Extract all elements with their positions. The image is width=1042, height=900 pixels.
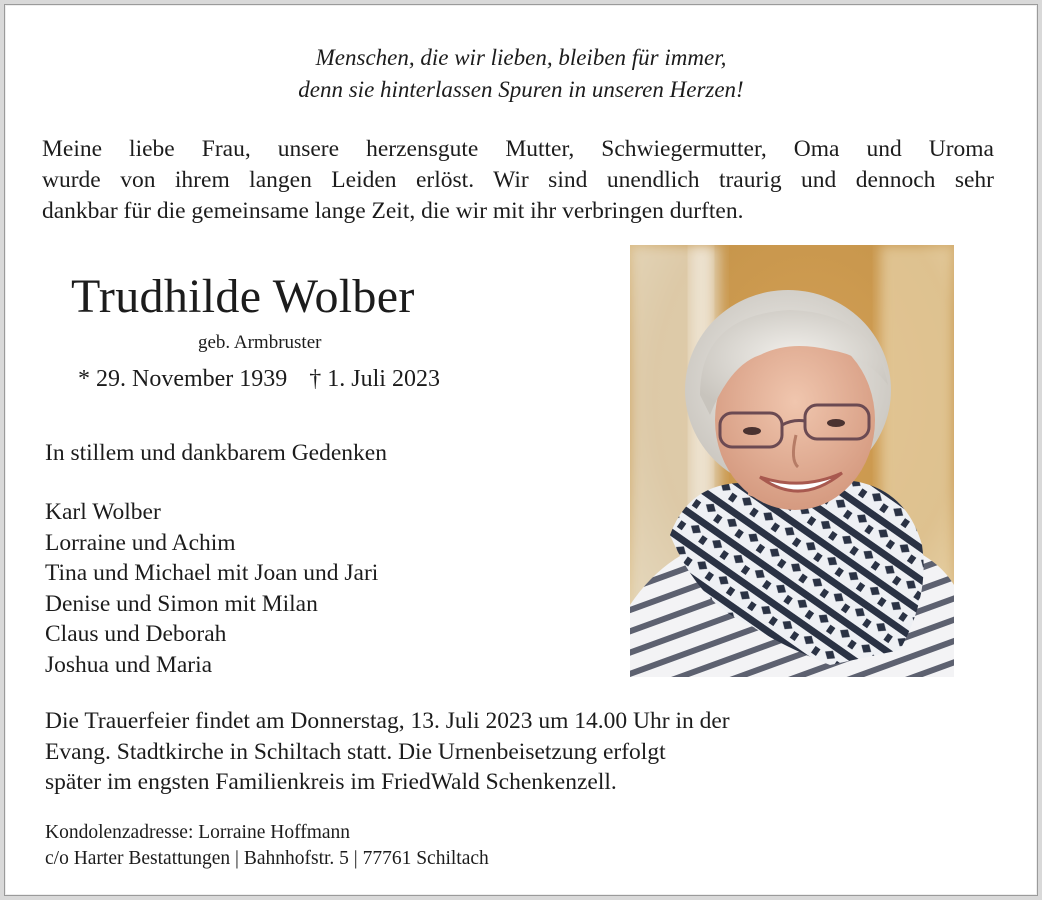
memoriam-line: In stillem und dankbarem Gedenken (45, 440, 387, 466)
portrait-photo (630, 245, 954, 677)
portrait-illustration (630, 245, 954, 677)
maiden-name: geb. Armbruster (198, 332, 322, 353)
intro-paragraph (42, 134, 994, 227)
intro-line-3: dankbar für die gemeinsame lange Zeit, die wir mit ihr verbringen durften. (42, 198, 744, 224)
family-member: Lorraine und Achim (45, 529, 236, 556)
funeral-details (45, 706, 865, 798)
family-member: Karl Wolber (45, 499, 161, 525)
family-member: Claus und Deborah (45, 621, 227, 648)
family-list (45, 497, 378, 681)
family-member: Denise und Simon mit Milan (45, 590, 318, 617)
funeral-line-1: Die Trauerfeier findet am Donnerstag, 13. Juli 2023 um 14.00 Uhr in der (45, 708, 730, 734)
motto-quote (5, 42, 1037, 106)
contact-line-1: Kondolenzadresse: Lorraine Hoffmann (45, 822, 351, 843)
death-date: † 1. Juli 2023 (309, 366, 440, 392)
motto-line-2: denn sie hinterlassen Spuren in unseren Herzen! (298, 77, 744, 102)
obituary-notice (4, 4, 1038, 896)
life-dates (78, 364, 440, 394)
intro-line-2: wurde von ihrem langen Leiden erlöst. Wir sind unendlich traurig und dennoch sehr (42, 167, 994, 193)
funeral-line-2: Evang. Stadtkirche in Schiltach statt. Die Urnenbeisetzung erfolgt (45, 738, 666, 765)
family-member: Tina und Michael mit Joan und Jari (45, 560, 379, 587)
intro-line-1: Meine liebe Frau, unsere herzensgute Mutter, Schwiegermutter, Oma und Uroma (42, 136, 994, 162)
condolence-address (45, 820, 489, 872)
funeral-line-3: später im engsten Familienkreis im FriedWald Schenkenzell. (45, 769, 617, 795)
contact-line-2: c/o Harter Bestattungen | Bahnhofstr. 5 | 77761 Schiltach (45, 848, 489, 869)
deceased-name: Trudhilde Wolber (71, 270, 415, 323)
family-member: Joshua und Maria (45, 651, 213, 678)
birth-date: * 29. November 1939 (78, 366, 288, 392)
motto-line-1: Menschen, die wir lieben, bleiben für immer, (315, 45, 727, 70)
